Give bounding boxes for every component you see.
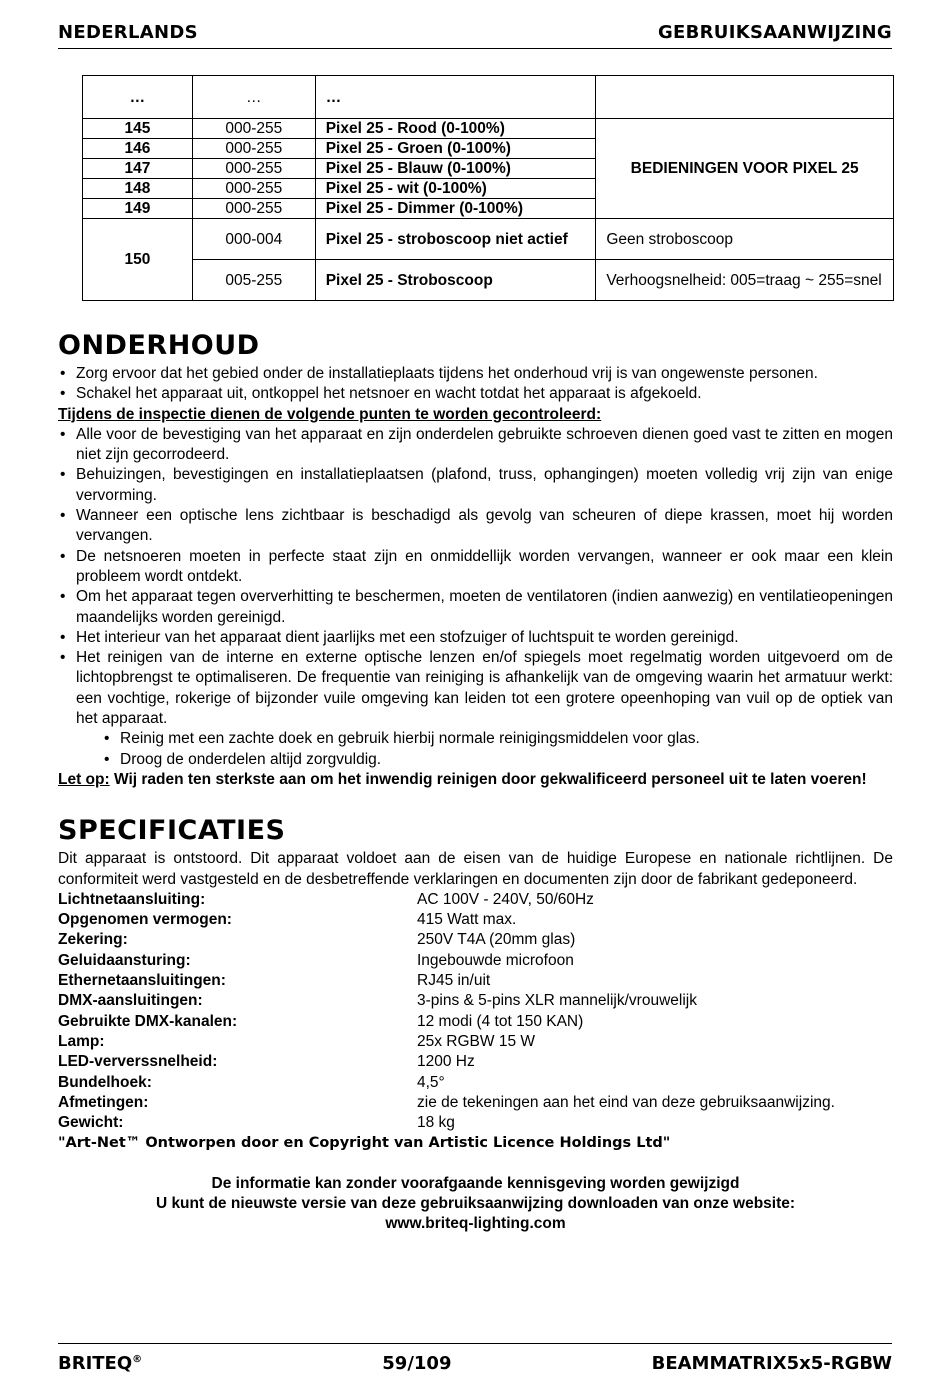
header-doc-type: GEBRUIKSAANWIJZING [657,22,892,43]
spec-value: RJ45 in/uit [417,972,491,990]
channel-function: Pixel 25 - Groen (0-100%) [315,139,596,159]
table-row [83,76,894,119]
value-description: Geen stroboscoop [596,219,894,260]
spec-value: 12 modi (4 tot 150 KAN) [417,1012,584,1030]
value-range: 000-255 [192,159,315,179]
page-body [58,328,893,1235]
value-range: 000-004 [192,219,315,260]
list-item: • Behuizingen, bevestigingen en installatieplaatsen (plafond, truss, ophangingen) moeten volledig vrij zijn van enige vervorming. [58,465,893,506]
spec-value: 18 kg [417,1114,455,1132]
channel-number: 148 [83,179,193,199]
section-title-maintenance: ONDERHOUD [58,330,260,361]
list-item: • Het interieur van het apparaat dient jaarlijks met een stofzuiger of luchtspuit te worden gereinigd. [58,628,893,648]
table-cell: … [83,76,193,119]
spec-key: DMX-aansluitingen: [58,992,203,1010]
footer-model: BEAMMATRIX5x5-RGBW [651,1353,892,1374]
spec-key: Opgenomen vermogen: [58,911,232,929]
spec-value: 415 Watt max. [417,911,517,929]
specs-intro: Dit apparaat is ontstoord. Dit apparaat voldoet aan de eisen van de huidige Europese en nationale richtlijnen. De conformiteit werd vastgesteld en de desbetreffende verklaringen en documenten zijn door de fabrikant gedeponeerd. [58,850,893,888]
spec-key: LED-ververssnelheid: [58,1053,218,1071]
warning-note [58,770,893,790]
channel-function: Pixel 25 - Dimmer (0-100%) [315,199,596,219]
spec-value: 25x RGBW 15 W [417,1032,535,1050]
list-item: • Alle voor de bevestiging van het apparaat en zijn onderdelen gebruikte schroeven dienen goed vast te zitten en mogen niet zijn gecorrodeerd. [58,425,893,466]
spec-value: 3-pins & 5-pins XLR mannelijk/vrouwelijk [417,992,697,1010]
channel-number: 145 [83,119,193,139]
channel-function: Pixel 25 - wit (0-100%) [315,179,596,199]
registered-mark: ® [132,1354,143,1365]
value-range: 000-255 [192,199,315,219]
notice-line-2: U kunt de nieuwste versie van deze gebruiksaanwijzing downloaden van onze website: [155,1194,796,1212]
channel-function: Pixel 25 - stroboscoop niet actief [315,219,596,260]
list-item: • Schakel het apparaat uit, ontkoppel het netsnoer en wacht totdat het apparaat is afgekoeld. [58,384,893,404]
artnet-copyright: "Art-Net™ Ontworpen door en Copyright van Artistic Licence Holdings Ltd" [58,1135,671,1152]
channel-function: Pixel 25 - Blauw (0-100%) [315,159,596,179]
spec-list [58,890,893,1134]
spec-key: Afmetingen: [58,1093,149,1111]
spec-value: 250V T4A (20mm glas) [417,931,576,949]
channel-number: 147 [83,159,193,179]
notice-line-1: De informatie kan zonder voorafgaande kennisgeving worden gewijzigd [211,1174,740,1192]
warning-label: Let op: [58,770,110,788]
spec-value: 4,5° [417,1073,445,1091]
footer-brand [58,1353,142,1374]
list-item: • Het reinigen van de interne en externe optische lenzen en/of spiegels moet regelmatig worden uitgevoerd om de lichtopbrengst te optimaliseren. De frequentie van reiniging is afhankelijk van de omgeving waarin het armatuur werkt: een vochtige, rokerige of bijzonder vuile omgeving kan leiden tot een grotere opeenhoping van vuil op de optiek van het apparaat. [58,648,893,729]
header-language: NEDERLANDS [58,22,198,43]
channel-function: Pixel 25 - Stroboscoop [315,260,596,301]
inspection-list [58,425,893,729]
brand-name: BRITEQ [58,1353,133,1374]
list-item: • Reinig met een zachte doek en gebruik hierbij normale reinigingsmiddelen voor glas. [102,729,893,749]
section-title-specifications: SPECIFICATIES [58,815,286,847]
spec-value: Ingebouwde microfoon [417,951,574,969]
page-footer [58,1343,892,1374]
spec-key: Geluidaansturing: [58,951,191,969]
value-description: Verhoogsnelheid: 005=traag ~ 255=snel [596,260,894,301]
spec-value: AC 100V - 240V, 50/60Hz [417,890,594,908]
table-cell: … [315,76,596,119]
maintenance-intro-list [58,364,893,405]
inspection-heading: Tijdens de inspectie dienen de volgende punten te worden gecontroleerd: [58,405,602,423]
value-range: 005-255 [192,260,315,301]
website-link[interactable]: www.briteq-lighting.com [385,1215,566,1233]
channel-number: 149 [83,199,193,219]
value-range: 000-255 [192,119,315,139]
spec-key: Lichtnetaansluiting: [58,890,206,908]
spec-key: Zekering: [58,931,128,949]
list-item: • Om het apparaat tegen oververhitting te beschermen, moeten de ventilatoren (indien aanwezig) en ventilatieopeningen maandelijks worden gereinigd. [58,587,893,628]
page-header [58,22,892,49]
cleaning-sub-list [58,729,893,770]
value-range: 000-255 [192,139,315,159]
spec-key: Bundelhoek: [58,1073,152,1091]
channel-number: 150 [83,219,193,301]
value-range: 000-255 [192,179,315,199]
spec-key: Gewicht: [58,1114,124,1132]
table-row [83,219,894,260]
table-cell: … [192,76,315,119]
channel-number: 146 [83,139,193,159]
spec-value: zie de tekeningen aan het eind van deze gebruiksaanwijzing. [417,1093,835,1111]
list-item: • Wanneer een optische lens zichtbaar is beschadigd als gevolg van scheuren of diepe krassen, moet hij worden vervangen. [58,506,893,547]
list-item: • De netsnoeren moeten in perfecte staat zijn en onmiddellijk worden vervangen, wanneer er ook maar een klein probleem wordt ontdekt. [58,547,893,588]
dmx-channel-table [82,75,894,301]
page-number: 59/109 [382,1353,452,1374]
spec-key: Lamp: [58,1032,105,1050]
list-item: • Droog de onderdelen altijd zorgvuldig. [102,750,893,770]
channel-function: Pixel 25 - Rood (0-100%) [315,119,596,139]
table-row [83,260,894,301]
list-item: • Zorg ervoor dat het gebied onder de installatieplaats tijdens het onderhoud vrij is van ongewenste personen. [58,364,893,384]
spec-key: Gebruikte DMX-kanalen: [58,1012,238,1030]
table-cell [596,76,894,119]
spec-key: Ethernetaansluitingen: [58,972,226,990]
table-row [83,119,894,139]
spec-value: 1200 Hz [417,1053,475,1071]
warning-text: Wij raden ten sterkste aan om het inwendig reinigen door gekwalificeerd personeel uit te laten voeren! [109,770,867,788]
group-label: BEDIENINGEN VOOR PIXEL 25 [596,119,894,219]
